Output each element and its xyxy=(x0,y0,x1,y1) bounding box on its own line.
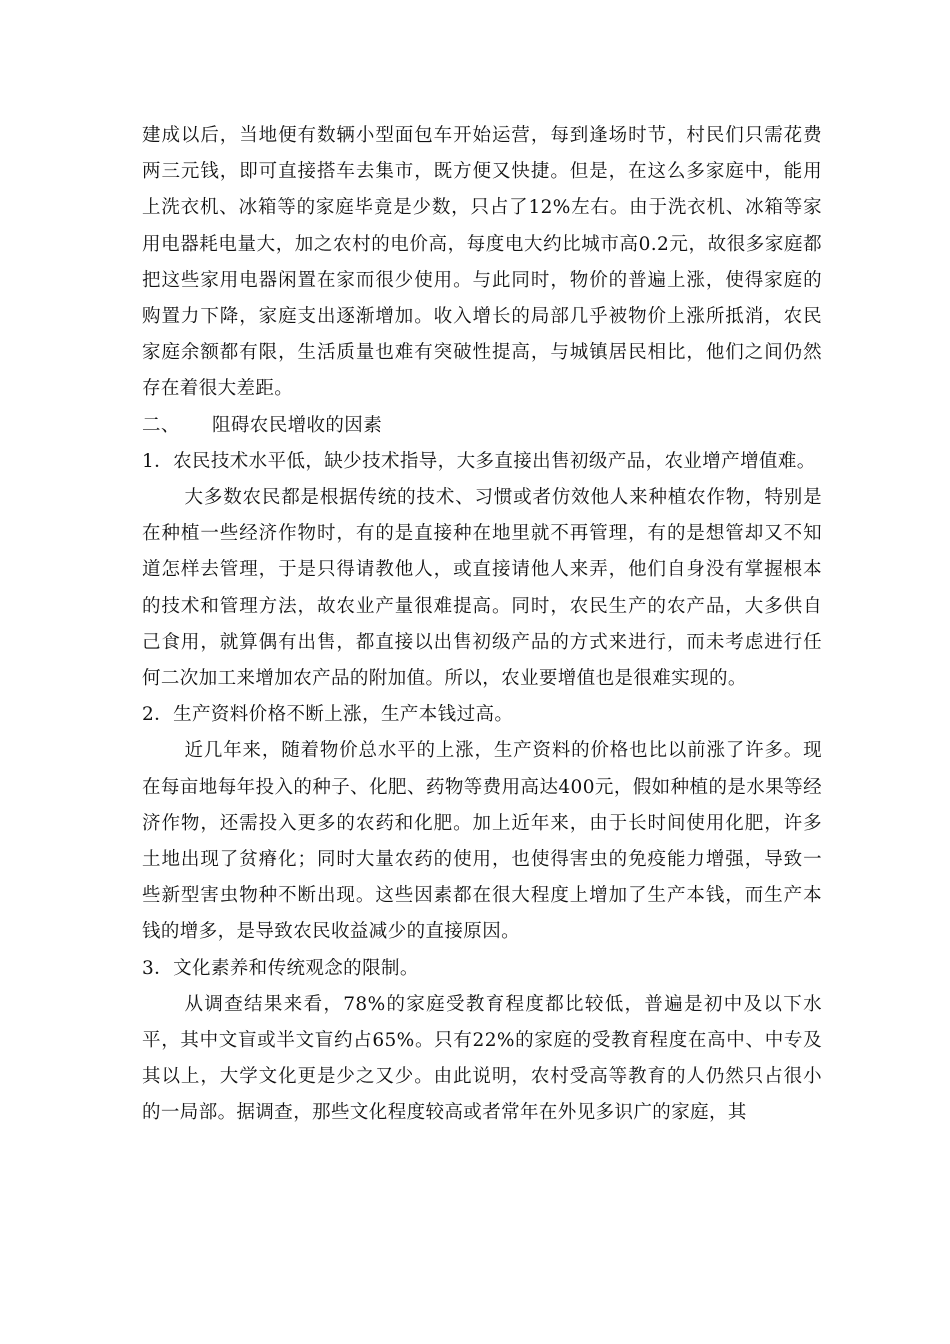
document-body xyxy=(142,118,822,1132)
factor-body-2: 近几年来，随着物价总水平的上涨，生产资料的价格也比以前涨了许多。现在每亩地每年投入的种子、化肥、药物等费用高达400元，假如种植的是水果等经济作物，还需投入更多的农药和化肥。加上近年来，由于长时间使用化肥，许多土地出现了贫瘠化；同时大量农药的使用，也使得害虫的免疫能力增强，导致一些新型害虫物种不断出现。这些因素都在很大程度上增加了生产本钱，而生产本钱的增多，是导致农民收益减少的直接原因。 xyxy=(142,740,822,943)
section-heading-number: 二、 xyxy=(142,414,180,436)
factor-body-3: 从调查结果来看，78%的家庭受教育程度都比较低，普遍是初中及以下水平，其中文盲或半文盲约占65%。只有22%的家庭的受教育程度在高中、中专及其以上，大学文化更是少之又少。由此说明，农村受高等教育的人仍然只占很小的一局部。据调查，那些文化程度较高或者常年在外见多识广的家庭，其 xyxy=(142,993,822,1124)
section-heading-title: 阻碍农民增收的因素 xyxy=(212,414,383,436)
factor-heading-1: 1．农民技术水平低，缺少技术指导，大多直接出售初级产品，农业增产增值难。 xyxy=(142,450,816,472)
factor-body-1: 大多数农民都是根据传统的技术、习惯或者仿效他人来种植农作物，特别是在种植一些经济作物时，有的是直接种在地里就不再管理，有的是想管却又不知道怎样去管理，于是只得请教他人，或直接请他人来弄，他们自身没有掌握根本的技术和管理方法，故农业产量很难提高。同时，农民生产的农产品，大多供自己食用，就算偶有出售，都直接以出售初级产品的方式来进行，而未考虑进行任何二次加工来增加农产品的附加值。所以，农业要增值也是很难实现的。 xyxy=(142,487,822,690)
body-paragraph-continuation: 建成以后，当地便有数辆小型面包车开始运营，每到逢场时节，村民们只需花费两三元钱，即可直接搭车去集市，既方便又快捷。但是，在这么多家庭中，能用上洗衣机、冰箱等的家庭毕竟是少数，只占了12%左右。由于洗衣机、冰箱等家用电器耗电量大，加之农村的电价高，每度电大约比城市高0.2元，故很多家庭都把这些家用电器闲置在家而很少使用。与此同时，物价的普遍上涨，使得家庭的购置力下降，家庭支出逐渐增加。收入增长的局部几乎被物价上涨所抵消，农民家庭余额都有限，生活质量也难有突破性提高，与城镇居民相比，他们之间仍然存在着很大差距。 xyxy=(142,125,822,400)
section-heading xyxy=(142,408,822,444)
factor-heading-2: 2．生产资料价格不断上涨，生产本钱过高。 xyxy=(142,704,514,726)
factor-heading-3: 3．文化素养和传统观念的限制。 xyxy=(142,957,419,979)
